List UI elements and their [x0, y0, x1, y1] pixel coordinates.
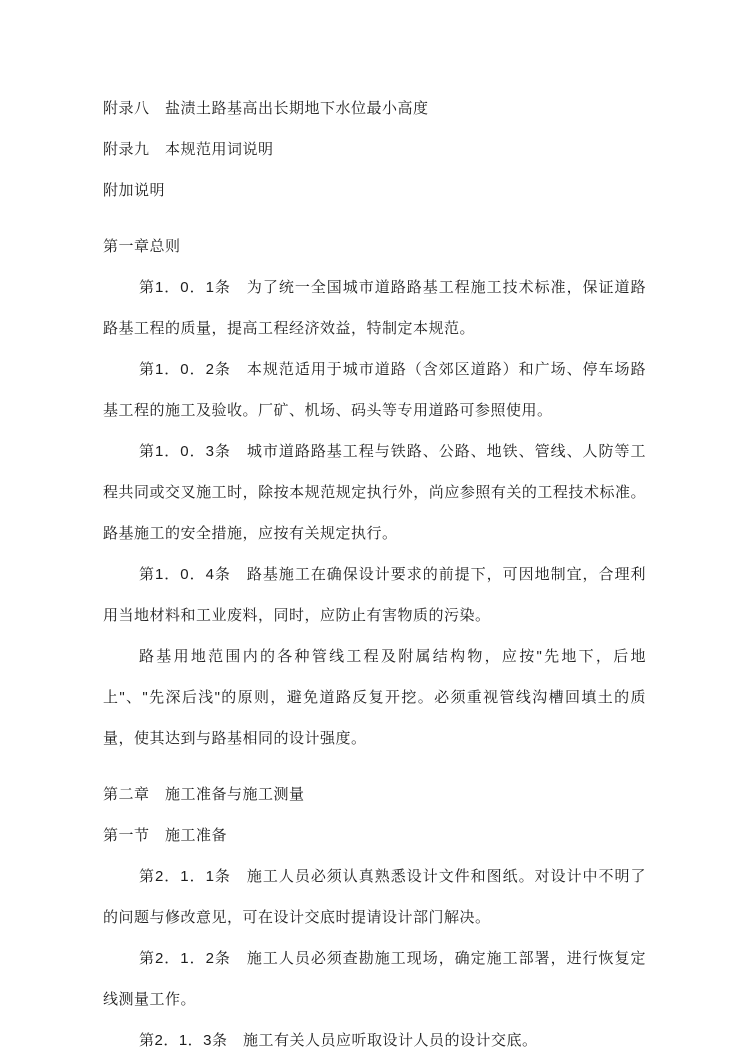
article-1-0-3: 第1．0．3条 城市道路路基工程与铁路、公路、地铁、管线、人防等工程共同或交叉施工时，除按本规范规定执行外，尚应参照有关的工程技术标准。路基施工的安全措施，应按有关规定执行。 — [103, 443, 646, 542]
section-2-1-heading: 第一节 施工准备 — [103, 827, 228, 844]
appendix-9-line: 附录九 本规范用词说明 — [103, 141, 274, 158]
article-1-0-2: 第1．0．2条 本规范适用于城市道路（含郊区道路）和广场、停车场路基工程的施工及验收。厂矿、机场、码头等专用道路可参照使用。 — [103, 361, 646, 419]
article-2-1-2: 第2．1．2条 施工人员必须查勘施工现场，确定施工部署，进行恢复定线测量工作。 — [103, 950, 646, 1008]
article-2-1-3: 第2．1．3条 施工有关人员应听取设计人员的设计交底。 — [139, 1032, 538, 1049]
article-1-0-1: 第1．0．1条 为了统一全国城市道路路基工程施工技术标准，保证道路路基工程的质量，提高工程经济效益，特制定本规范。 — [103, 279, 646, 337]
article-1-0-4: 第1．0．4条 路基施工在确保设计要求的前提下，可因地制宜，合理利用当地材料和工业废料，同时，应防止有害物质的污染。 — [103, 566, 646, 624]
appendix-8-line: 附录八 盐渍土路基高出长期地下水位最小高度 — [103, 100, 429, 117]
chapter-2-heading: 第二章 施工准备与施工测量 — [103, 786, 305, 803]
chapter-1-heading: 第一章总则 — [103, 238, 181, 255]
article-2-1-1: 第2．1．1条 施工人员必须认真熟悉设计文件和图纸。对设计中不明了的问题与修改意见，可在设计交底时提请设计部门解决。 — [103, 868, 646, 926]
additional-notes-line: 附加说明 — [103, 182, 166, 199]
pipeline-principle-paragraph: 路基用地范围内的各种管线工程及附属结构物，应按"先地下，后地上"、"先深后浅"的原则，避免道路反复开挖。必须重视管线沟槽回填土的质量，使其达到与路基相同的设计强度。 — [103, 648, 646, 747]
